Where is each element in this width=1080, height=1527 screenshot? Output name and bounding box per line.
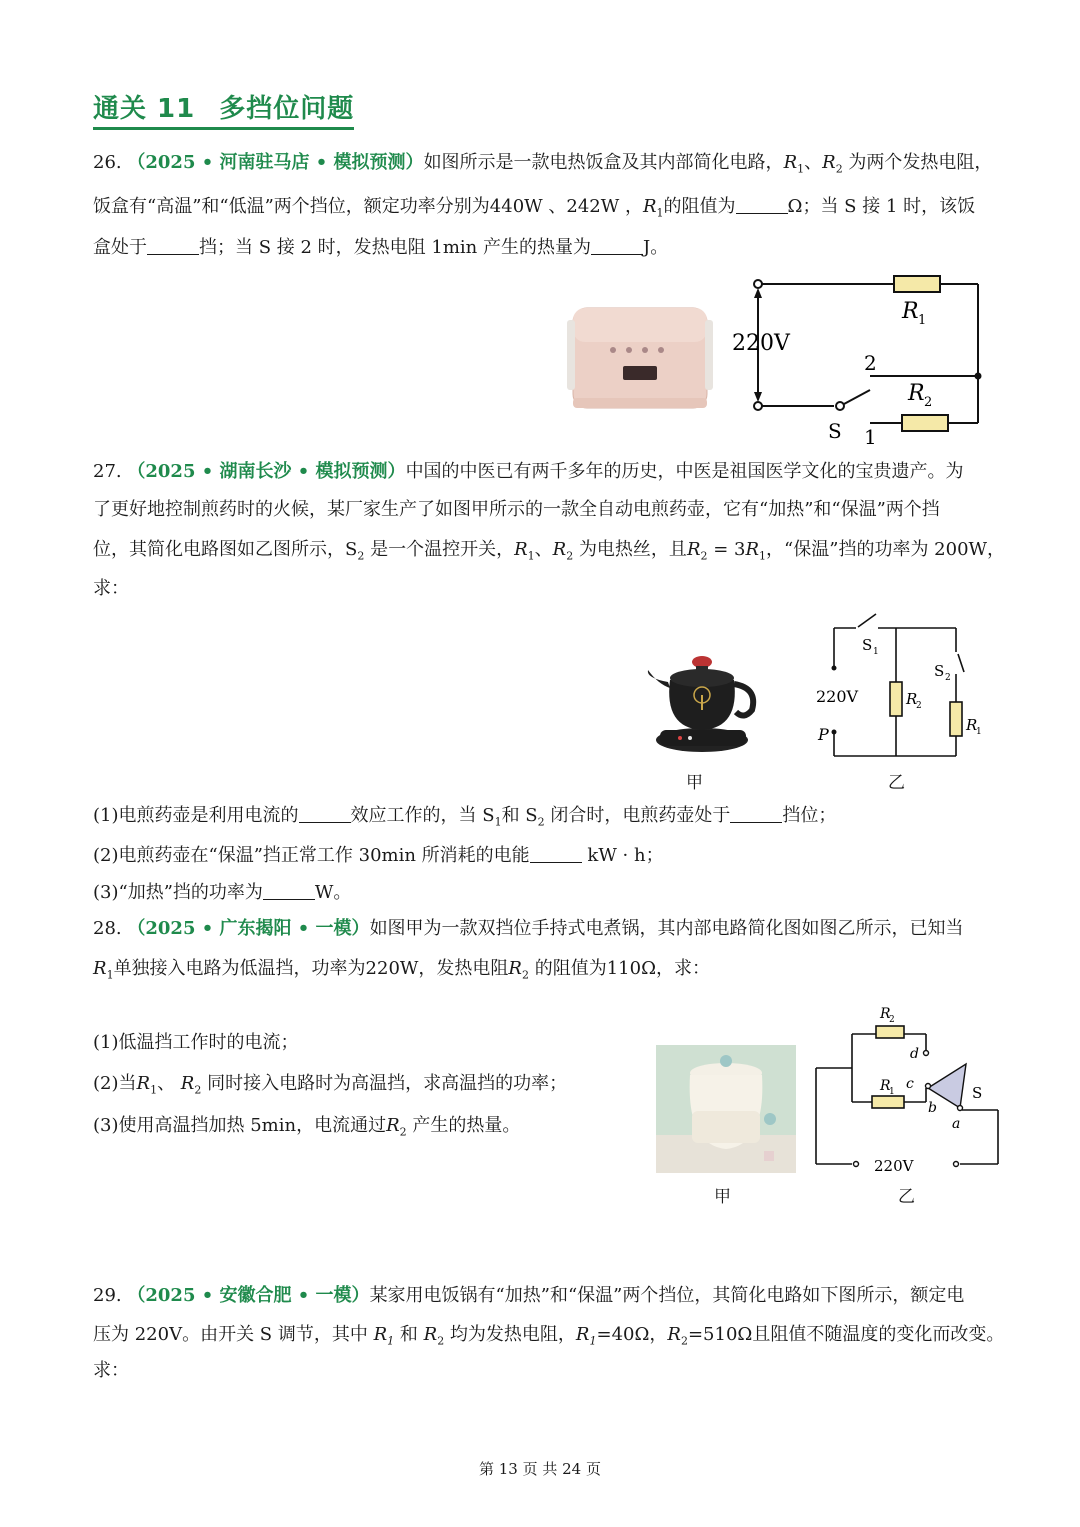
q28-sub-1: (1)低温挡工作时的电流； (93, 1032, 299, 1053)
q29-line-1: 29. （2025 • 安徽合肥 • 一模）某家用电饭锅有“加热”和“保温”两个挡位，其简化电路如下图所示，额定电 (93, 1285, 965, 1306)
svg-text:b: b (928, 1100, 937, 1116)
resistor-r1 (894, 276, 940, 292)
resistor-r2 (876, 1026, 904, 1038)
q28-line-1: 28. （2025 • 广东揭阳 • 一模）如图甲为一款双挡位手持式电煮锅，其内部电路简化图如图乙所示，已知当 (93, 918, 964, 939)
resistor-r2 (902, 415, 948, 431)
q28-sub-2: (2)当$R_1$、 $R_2$ 同时接入电路时为高温挡，求高温挡的功率； (93, 1073, 568, 1097)
section-title: 通关 11 多挡位问题 (93, 88, 354, 130)
q28-circuit-diagram (810, 1000, 1005, 1175)
q28-sub-3: (3)使用高温挡加热 5min，电流通过$R_2$ 产生的热量。 (93, 1115, 521, 1139)
answer-blank[interactable] (730, 804, 782, 823)
q27-caption-b: 乙 (888, 773, 905, 793)
svg-text:2: 2 (945, 673, 951, 683)
q26-line-1: 26. （2025 • 河南驻马店 • 模拟预测）如图所示是一款电热饭盒及其内部简化电路，$R_1$、$R_2$ 为两个发热电阻， (93, 152, 993, 176)
q27-caption-a: 甲 (686, 773, 703, 793)
q28-caption-a: 甲 (714, 1187, 731, 1207)
svg-text:R: R (880, 1078, 891, 1094)
svg-text:220V: 220V (874, 1157, 914, 1175)
q27-sub-1: (1)电煎药壶是利用电流的 效应工作的，当 $S_1$和 $S_2$ 闭合时，电煎药壶处于 挡位； (93, 805, 837, 829)
herb-pot-image (640, 640, 765, 758)
svg-text:1: 1 (976, 727, 982, 737)
q27-line-1: 27. （2025 • 湖南长沙 • 模拟预测）中国的中医已有两千多年的历史，中医是祖国医学文化的宝贵遗产。为 (93, 461, 964, 482)
resistor-r1 (872, 1096, 904, 1108)
q27-sub-2: (2)电煎药壶在“保温”挡正常工作 30min 所消耗的电能 kW · h； (93, 845, 664, 866)
q29-line-3: 求： (93, 1360, 129, 1381)
svg-text:R: R (906, 690, 918, 708)
q27-line-4: 求： (93, 578, 129, 599)
switch-blade (844, 390, 870, 404)
q27-line-3: 位，其简化电路图如乙图所示，$S_2$ 是一个温控开关，$R_1$、$R_2$ 为电热丝，且$R_2 = 3R_1$，“保温”挡的功率为 200W， (93, 539, 1006, 563)
svg-text:S: S (934, 662, 945, 680)
svg-text:2: 2 (864, 351, 877, 375)
svg-text:1: 1 (864, 425, 877, 448)
svg-text:S: S (862, 636, 873, 654)
answer-blank[interactable] (263, 881, 315, 900)
svg-text:S: S (828, 419, 842, 443)
q28-line-2: $R_1$单独接入电路为低温挡，功率为220W，发热电阻$R_2$ 的阻值为110Ω，求： (93, 958, 710, 982)
lunch-box-image (565, 300, 715, 415)
svg-text:2: 2 (924, 395, 933, 410)
q29-line-2: 压为 220V。由开关 S 调节，其中 $R_1$ 和 $R_2$ 均为发热电阻，$R_1=40\Omega$，$R_2=510\Omega$且阻值不随温度的变化而改变。 (93, 1324, 1005, 1348)
svg-text:R: R (880, 1006, 891, 1022)
svg-text:220V: 220V (816, 687, 859, 706)
q27-circuit-diagram (812, 612, 1000, 770)
svg-text:1: 1 (918, 313, 927, 328)
svg-text:1: 1 (889, 1087, 895, 1097)
svg-text:P: P (818, 725, 829, 744)
svg-text:1: 1 (873, 647, 879, 657)
q28-caption-b: 乙 (898, 1187, 915, 1207)
resistor-r1 (950, 702, 962, 736)
svg-text:2: 2 (889, 1015, 895, 1025)
svg-text:R: R (908, 381, 925, 406)
electric-pot-image (656, 1045, 796, 1173)
svg-text:a: a (952, 1116, 961, 1132)
q27-line-2: 了更好地控制煎药时的火候，某厂家生产了如图甲所示的一款全自动电煎药壶，它有“加热”和“保温”两个挡 (93, 499, 940, 520)
answer-blank[interactable] (147, 236, 199, 255)
page-footer: 第 13 页 共 24 页 (478, 1460, 601, 1478)
svg-text:S: S (972, 1084, 983, 1102)
q27-sub-3: (3)“加热”挡的功率为 W。 (93, 882, 352, 903)
q26-line-2: 饭盒有“高温”和“低温”两个挡位，额定功率分别为440W 、242W ，$R_1$的阻值为 Ω；当 S 接 1 时，该饭 (93, 196, 976, 220)
q26-circuit-diagram (730, 268, 1000, 448)
resistor-r2 (890, 682, 902, 716)
svg-text:d: d (910, 1046, 919, 1062)
answer-blank[interactable] (736, 195, 788, 214)
q26-line-3: 盒处于 挡；当 S 接 2 时，发热电阻 1min 产生的热量为 J。 (93, 237, 669, 258)
svg-text:c: c (906, 1076, 914, 1092)
svg-text:220V: 220V (732, 331, 790, 356)
svg-text:R: R (966, 716, 978, 734)
answer-blank[interactable] (299, 804, 351, 823)
answer-blank[interactable] (530, 844, 582, 863)
svg-text:R: R (902, 299, 919, 324)
answer-blank[interactable] (591, 236, 643, 255)
svg-text:2: 2 (916, 701, 922, 711)
